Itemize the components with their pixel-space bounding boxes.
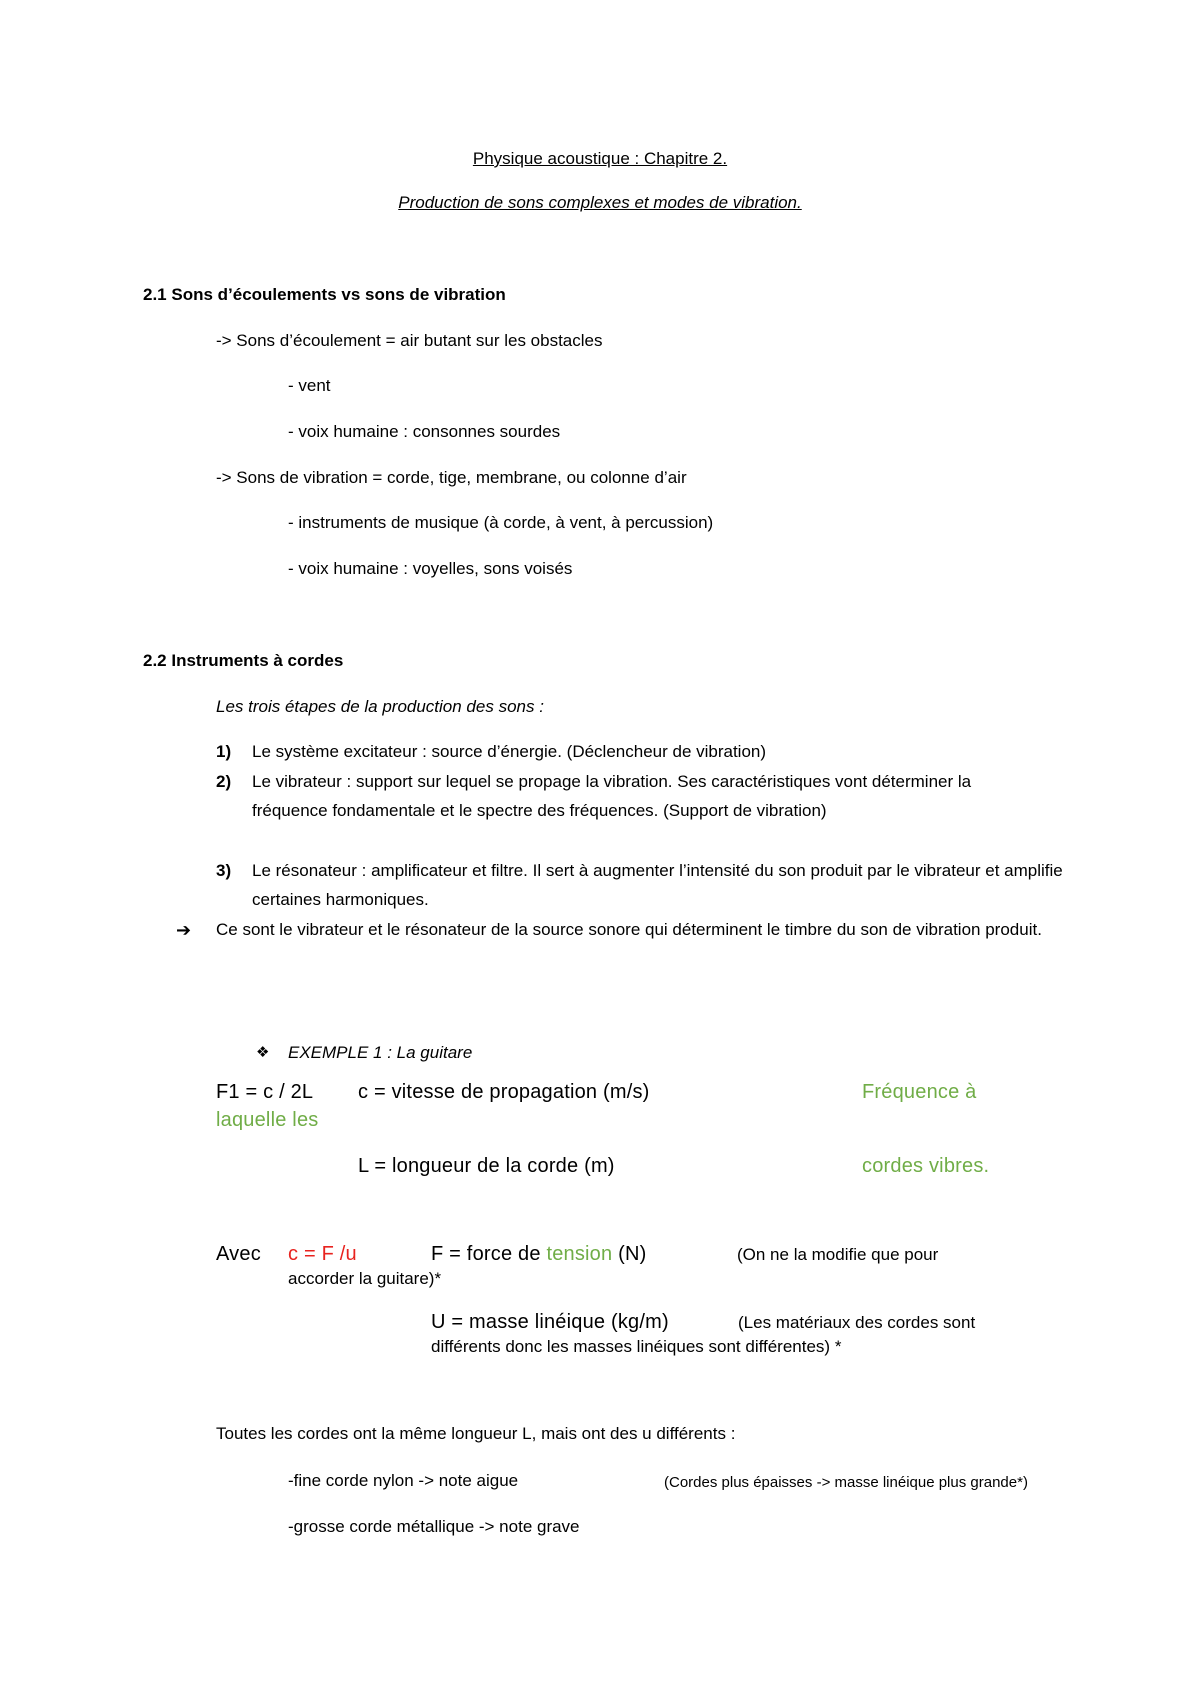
example-label: EXEMPLE 1 : La guitare [288,1043,473,1062]
vibration-item-voice: - voix humaine : voyelles, sons voisés [288,559,573,578]
linear-mass-note-line1: (Les matériaux des cordes sont [738,1313,976,1332]
force-definition: F = force de tension (N) [431,1243,647,1265]
linear-mass-definition: U = masse linéique (kg/m) [431,1311,669,1333]
speed-definition: c = vitesse de propagation (m/s) [358,1081,650,1103]
section-heading-2-2: 2.2 Instruments à cordes [143,651,344,670]
speed-formula: c = F /u [288,1243,357,1265]
metal-string-item: -grosse corde métallique -> note grave [288,1517,580,1536]
frequency-note-line1: Fréquence à [862,1081,977,1103]
step-text-1: Le système excitateur : source d’énergie. (Déclencheur de vibration) [252,742,767,761]
step-number-2: 2) [216,772,232,791]
vibration-sounds-line: -> Sons de vibration = corde, tige, membrane, ou colonne d’air [216,468,687,487]
step-text-2: Le vibrateur : support sur lequel se propage la vibration. Ses caractéristiques vont déterminer la fréquence fondamentale et le spectre des fréquences. (Support de vibration) [252,772,972,820]
force-note-line1: (On ne la modifie que pour [737,1245,939,1264]
step-number-1: 1) [216,742,232,761]
flow-sounds-line: -> Sons d’écoulement = air butant sur les obstacles [216,331,603,350]
steps-intro: Les trois étapes de la production des sons : [216,697,544,716]
flow-item-wind: - vent [288,376,331,395]
conclusion-text: Ce sont le vibrateur et le résonateur de la source sonore qui déterminent le timbre du son de vibration produit. [216,920,1042,939]
step-number-3: 3) [216,861,232,880]
nylon-string-item: -fine corde nylon -> note aigue [288,1471,519,1490]
page-subtitle: Production de sons complexes et modes de vibration. [398,193,802,212]
right-arrow-icon: ➔ [176,920,192,940]
thickness-note: (Cordes plus épaisses -> masse linéique plus grande*) [664,1474,1028,1491]
diamond-bullet-icon: ❖ [256,1044,270,1061]
frequency-note-line3: cordes vibres. [862,1155,990,1177]
page-title: Physique acoustique : Chapitre 2. [472,149,728,168]
force-note-line2: accorder la guitare)* [288,1269,442,1288]
linear-mass-note-line2: différents donc les masses linéiques sont différentes) * [431,1337,842,1356]
frequency-note-line2: laquelle les [216,1109,319,1131]
fundamental-formula: F1 = c / 2L [216,1081,314,1103]
step-text-3: Le résonateur : amplificateur et filtre. Il sert à augmenter l’intensité du son produit par le vibrateur et amplifie certaines harmoniques. [252,861,1063,909]
closing-statement: Toutes les cordes ont la même longueur L, mais ont des u différents : [216,1424,736,1443]
flow-item-voice: - voix humaine : consonnes sourdes [288,422,561,441]
section-heading-2-1: 2.1 Sons d’écoulements vs sons de vibration [143,285,506,304]
avec-label: Avec [216,1243,261,1265]
length-definition: L = longueur de la corde (m) [358,1155,615,1177]
vibration-item-instruments: - instruments de musique (à corde, à vent, à percussion) [288,513,714,532]
